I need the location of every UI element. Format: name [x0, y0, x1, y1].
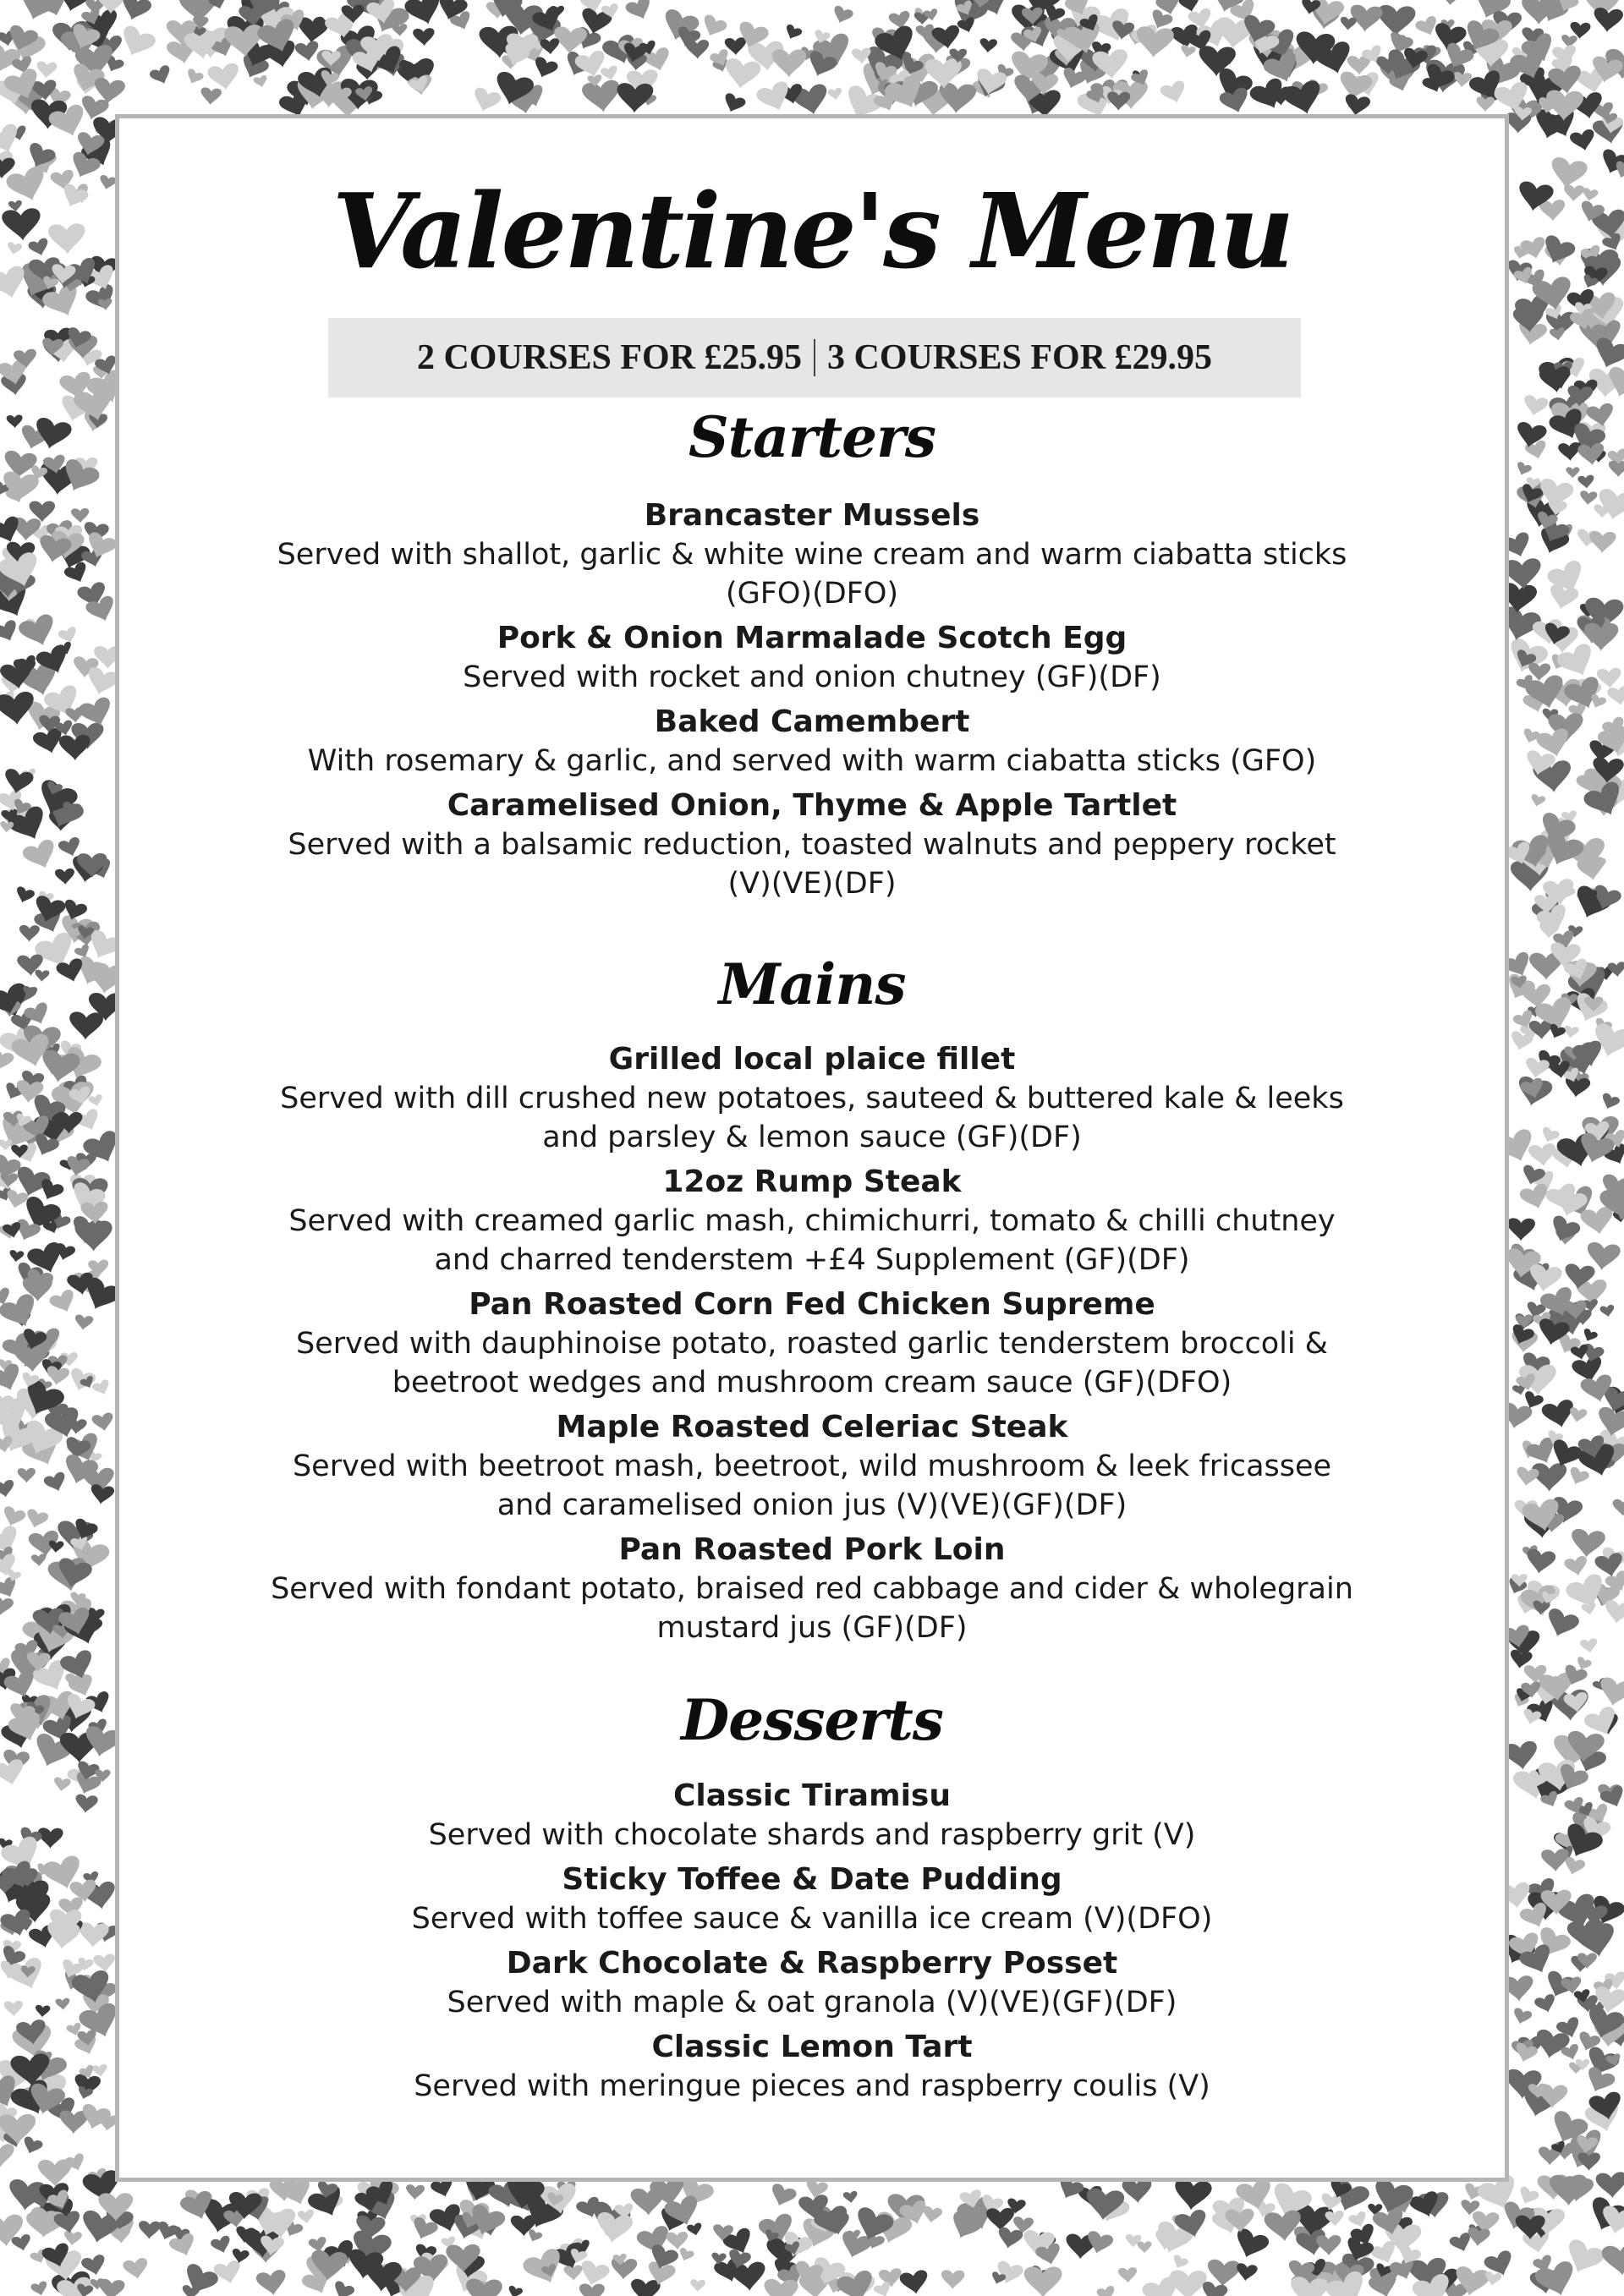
- heart-icon: [1122, 2178, 1153, 2205]
- heart-icon: [1599, 1304, 1616, 1318]
- heart-icon: [722, 58, 762, 91]
- heart-icon: [11, 2233, 33, 2253]
- heart-icon: [1515, 1466, 1539, 1488]
- heart-icon: [206, 63, 241, 93]
- heart-icon: [469, 86, 502, 116]
- heart-icon: [63, 561, 91, 587]
- heart-icon: [149, 64, 174, 88]
- heart-icon: [1563, 1025, 1580, 1039]
- heart-icon: [0, 2144, 14, 2167]
- menu-title: Valentine's Menu: [332, 170, 1292, 292]
- item-name: Maple Roasted Celeriac Steak: [556, 1410, 1068, 1444]
- heart-icon: [91, 1412, 115, 1433]
- heart-icon: [899, 2269, 930, 2296]
- heart-icon: [1523, 1057, 1550, 1080]
- heart-icon: [677, 2247, 694, 2264]
- heart-icon: [1179, 44, 1196, 58]
- heart-icon: [986, 2208, 1014, 2231]
- heart-icon: [1169, 2270, 1207, 2296]
- heart-icon: [1137, 2241, 1151, 2253]
- desserts-list: [119, 1777, 1505, 2112]
- item-description: With rosemary & garlic, and served with warm ciabatta sticks (GFO): [307, 744, 1317, 778]
- heart-icon: [1171, 2254, 1189, 2271]
- item-name: Dark Chocolate & Raspberry Posset: [506, 1946, 1118, 1981]
- heart-icon: [74, 1314, 93, 1331]
- heart-icon: [1511, 2007, 1533, 2026]
- heart-icon: [255, 2269, 288, 2296]
- item-description: and caramelised onion jus (V)(VE)(GF)(DF): [497, 1488, 1127, 1522]
- heart-icon: [167, 2232, 198, 2260]
- menu-item: [119, 1531, 1505, 1647]
- item-description: Served with meringue pieces and raspberry coulis (V): [414, 2069, 1210, 2103]
- item-name: Sticky Toffee & Date Pudding: [562, 1862, 1062, 1897]
- heart-icon: [1607, 685, 1624, 707]
- heart-icon: [1569, 129, 1598, 154]
- heart-icon: [91, 1378, 112, 1398]
- item-name: Classic Tiramisu: [673, 1778, 951, 1813]
- item-description: Served with dauphinoise potato, roasted garlic tenderstem broccoli &: [296, 1327, 1328, 1361]
- item-name: Baked Camembert: [654, 704, 970, 739]
- heart-icon: [1443, 0, 1458, 6]
- heart-icon: [831, 4, 854, 26]
- heart-icon: [630, 2278, 661, 2296]
- item-name: Classic Lemon Tart: [651, 2030, 973, 2064]
- heart-icon: [116, 24, 157, 62]
- menu-card: [115, 114, 1509, 2182]
- heart-icon: [118, 0, 152, 25]
- heart-icon: [213, 2260, 244, 2287]
- heart-icon: [19, 925, 40, 942]
- item-description: Served with beetroot mash, beetroot, wild mushroom & leek fricassee: [292, 1449, 1332, 1483]
- heart-icon: [1547, 584, 1580, 612]
- heart-icon: [1577, 474, 1594, 489]
- heart-icon: [39, 1049, 81, 1085]
- heart-icon: [20, 2135, 44, 2156]
- item-name: Pan Roasted Pork Loin: [618, 1532, 1006, 1567]
- heart-icon: [297, 2209, 315, 2224]
- heart-icon: [1558, 442, 1582, 462]
- heart-icon: [1539, 233, 1577, 269]
- heart-icon: [771, 49, 806, 78]
- heart-icon: [1533, 1993, 1558, 2015]
- heart-icon: [6, 242, 22, 256]
- heart-icon: [1563, 184, 1584, 202]
- heart-icon: [35, 970, 50, 983]
- heart-icon: [413, 28, 435, 47]
- heart-icon: [71, 508, 90, 523]
- item-description: and charred tenderstem +£4 Supplement (GF)(DF): [434, 1243, 1190, 1277]
- heart-icon: [690, 2279, 706, 2293]
- section-title-mains: Mains: [718, 951, 906, 1017]
- item-description: Served with toffee sauce & vanilla ice cream (V)(DFO): [411, 1902, 1213, 1936]
- heart-icon: [48, 223, 86, 255]
- heart-icon: [1535, 727, 1572, 760]
- item-description: Served with fondant potato, braised red cabbage and cider & wholegrain: [271, 1572, 1353, 1606]
- heart-icon: [59, 735, 91, 761]
- item-description: Served with shallot, garlic & white wine cream and warm ciabatta sticks: [277, 538, 1347, 572]
- heart-icon: [1524, 1548, 1556, 1575]
- heart-icon: [827, 87, 843, 101]
- section-title-starters: Starters: [688, 404, 936, 470]
- heart-icon: [782, 24, 803, 42]
- heart-icon: [38, 1827, 63, 1849]
- heart-icon: [540, 38, 560, 56]
- heart-icon: [0, 821, 14, 833]
- menu-item: [119, 1944, 1505, 2022]
- heart-icon: [1516, 2185, 1540, 2207]
- item-description: Served with maple & oat granola (V)(VE)(GF)(DF): [447, 1986, 1177, 2019]
- heart-icon: [17, 612, 60, 651]
- heart-icon: [42, 1471, 69, 1494]
- heart-icon: [1522, 394, 1549, 418]
- item-description: and parsley & lemon sauce (GF)(DF): [542, 1121, 1082, 1154]
- menu-item: [119, 1860, 1505, 1938]
- section-title-desserts: Desserts: [681, 1687, 943, 1753]
- heart-icon: [2, 208, 42, 243]
- item-description: (GFO)(DFO): [725, 577, 899, 611]
- heart-icon: [36, 61, 57, 79]
- heart-icon: [624, 0, 656, 24]
- heart-icon: [1603, 1599, 1624, 1625]
- heart-icon: [1172, 2178, 1212, 2212]
- heart-icon: [35, 2005, 50, 2018]
- heart-icon: [55, 1997, 70, 2010]
- heart-icon: [210, 2234, 233, 2255]
- heart-icon: [767, 2183, 798, 2211]
- heart-icon: [69, 1011, 103, 1040]
- heart-icon: [1541, 1849, 1570, 1872]
- heart-icon: [78, 1922, 109, 1948]
- menu-item: [119, 1163, 1505, 1280]
- menu-item: [119, 1285, 1505, 1402]
- heart-icon: [4, 1189, 30, 1211]
- heart-icon: [392, 24, 408, 36]
- heart-icon: [405, 2184, 425, 2200]
- heart-icon: [507, 2285, 524, 2296]
- menu-item: [119, 1408, 1505, 1525]
- heart-icon: [1514, 461, 1533, 478]
- two-course-price: 2 COURSES FOR £25.95: [416, 338, 802, 377]
- heart-icon: [330, 2280, 355, 2296]
- heart-icon: [200, 87, 222, 106]
- heart-icon: [699, 14, 728, 41]
- heart-icon: [294, 41, 321, 63]
- heart-icon: [1581, 1328, 1599, 1345]
- heart-icon: [0, 619, 21, 646]
- heart-icon: [1159, 79, 1188, 107]
- heart-icon: [842, 2190, 858, 2204]
- heart-icon: [84, 282, 118, 315]
- heart-icon: [1580, 1206, 1616, 1237]
- heart-icon: [0, 1479, 16, 1499]
- heart-icon: [7, 414, 24, 428]
- heart-icon: [1539, 1126, 1561, 1146]
- heart-icon: [48, 1288, 80, 1317]
- heart-icon: [18, 1468, 36, 1483]
- heart-icon: [764, 2279, 798, 2296]
- item-description: Served with rocket and onion chutney (GF)(DF): [463, 660, 1161, 694]
- heart-icon: [979, 38, 997, 53]
- item-description: Served with chocolate shards and raspberry grit (V): [428, 1818, 1196, 1852]
- price-banner: [328, 318, 1301, 397]
- heart-icon: [1532, 1463, 1566, 1492]
- heart-icon: [1084, 2188, 1125, 2222]
- heart-icon: [88, 1093, 104, 1108]
- heart-icon: [1325, 2211, 1344, 2228]
- heart-icon: [30, 2281, 50, 2296]
- heart-icon: [24, 1508, 49, 1531]
- item-name: Pan Roasted Corn Fed Chicken Supreme: [469, 1287, 1155, 1322]
- heart-icon: [1569, 1528, 1605, 1559]
- heart-icon: [1340, 17, 1357, 31]
- item-description: Served with dill crushed new potatoes, sauteed & buttered kale & leeks: [280, 1082, 1344, 1115]
- heart-icon: [1568, 1407, 1588, 1424]
- heart-icon: [27, 237, 51, 258]
- heart-icon: [611, 2258, 638, 2281]
- heart-icon: [1563, 1555, 1589, 1578]
- heart-icon: [1231, 2227, 1270, 2263]
- heart-icon: [31, 1553, 47, 1567]
- heart-icon: [1235, 2263, 1258, 2282]
- heart-icon: [1542, 1607, 1580, 1641]
- item-name: Brancaster Mussels: [644, 498, 980, 533]
- heart-icon: [4, 2001, 24, 2017]
- heart-icon: [1316, 2235, 1341, 2255]
- item-description: beetroot wedges and mushroom cream sauce (GF)(DFO): [392, 1366, 1232, 1400]
- heart-icon: [184, 68, 204, 87]
- heart-icon: [93, 1954, 117, 1973]
- menu-item: [119, 1777, 1505, 1855]
- heart-icon: [52, 1777, 71, 1793]
- menu-item: [119, 703, 1505, 781]
- heart-icon: [730, 2261, 767, 2293]
- item-description: Served with creamed garlic mash, chimichurri, tomato & chilli chutney: [288, 1204, 1336, 1238]
- item-description: mustard jus (GF)(DF): [656, 1611, 968, 1645]
- heart-icon: [1601, 2244, 1624, 2277]
- heart-icon: [600, 65, 619, 83]
- heart-icon: [1118, 2267, 1138, 2283]
- heart-icon: [563, 2265, 583, 2281]
- heart-icon: [1589, 531, 1616, 554]
- heart-icon: [1281, 79, 1325, 118]
- item-description: Served with a balsamic reduction, toasted walnuts and peppery rocket: [288, 828, 1336, 862]
- three-course-price: 3 COURSES FOR £29.95: [827, 338, 1213, 377]
- menu-item: [119, 619, 1505, 697]
- heart-icon: [1566, 1466, 1590, 1488]
- heart-icon: [941, 2270, 964, 2289]
- heart-icon: [581, 79, 622, 114]
- heart-icon: [1608, 461, 1624, 478]
- starters-list: [119, 496, 1505, 909]
- heart-icon: [0, 1048, 15, 1073]
- heart-icon: [92, 2063, 109, 2078]
- price-divider: [814, 339, 815, 376]
- heart-icon: [403, 0, 445, 30]
- heart-icon: [97, 2278, 125, 2296]
- heart-icon: [687, 2222, 704, 2238]
- heart-icon: [1613, 1499, 1624, 1516]
- heart-icon: [579, 2283, 605, 2296]
- heart-icon: [1599, 1092, 1621, 1112]
- heart-icon: [1580, 1638, 1599, 1654]
- heart-icon: [123, 2257, 151, 2282]
- heart-icon: [1579, 490, 1598, 506]
- heart-icon: [0, 1596, 14, 1617]
- heart-icon: [14, 885, 36, 906]
- heart-icon: [138, 2221, 161, 2239]
- item-name: Caramelised Onion, Thyme & Apple Tartlet: [447, 788, 1177, 823]
- menu-item: [119, 2028, 1505, 2106]
- heart-icon: [1096, 2285, 1117, 2296]
- heart-icon: [55, 868, 75, 885]
- item-name: Pork & Onion Marmalade Scotch Egg: [497, 621, 1127, 655]
- menu-item: [119, 1040, 1505, 1157]
- heart-icon: [0, 1575, 21, 1602]
- heart-icon: [721, 92, 747, 116]
- heart-icon: [253, 74, 269, 89]
- item-name: Grilled local plaice fillet: [608, 1042, 1016, 1077]
- heart-icon: [1529, 793, 1546, 808]
- heart-icon: [996, 2227, 1023, 2251]
- heart-icon: [0, 1505, 27, 1530]
- heart-icon: [1376, 4, 1416, 37]
- heart-icon: [1595, 2172, 1624, 2199]
- item-description: (V)(VE)(DF): [727, 867, 897, 901]
- heart-icon: [21, 838, 61, 874]
- menu-item: [119, 786, 1505, 903]
- item-name: 12oz Rump Steak: [662, 1164, 962, 1199]
- menu-item: [119, 496, 1505, 613]
- heart-icon: [74, 1794, 98, 1814]
- heart-icon: [0, 1139, 12, 1150]
- heart-icon: [1566, 467, 1579, 478]
- heart-icon: [1178, 0, 1202, 14]
- mains-list: [119, 1040, 1505, 1653]
- heart-icon: [666, 2232, 689, 2250]
- heart-icon: [685, 40, 709, 59]
- heart-icon: [8, 1250, 25, 1263]
